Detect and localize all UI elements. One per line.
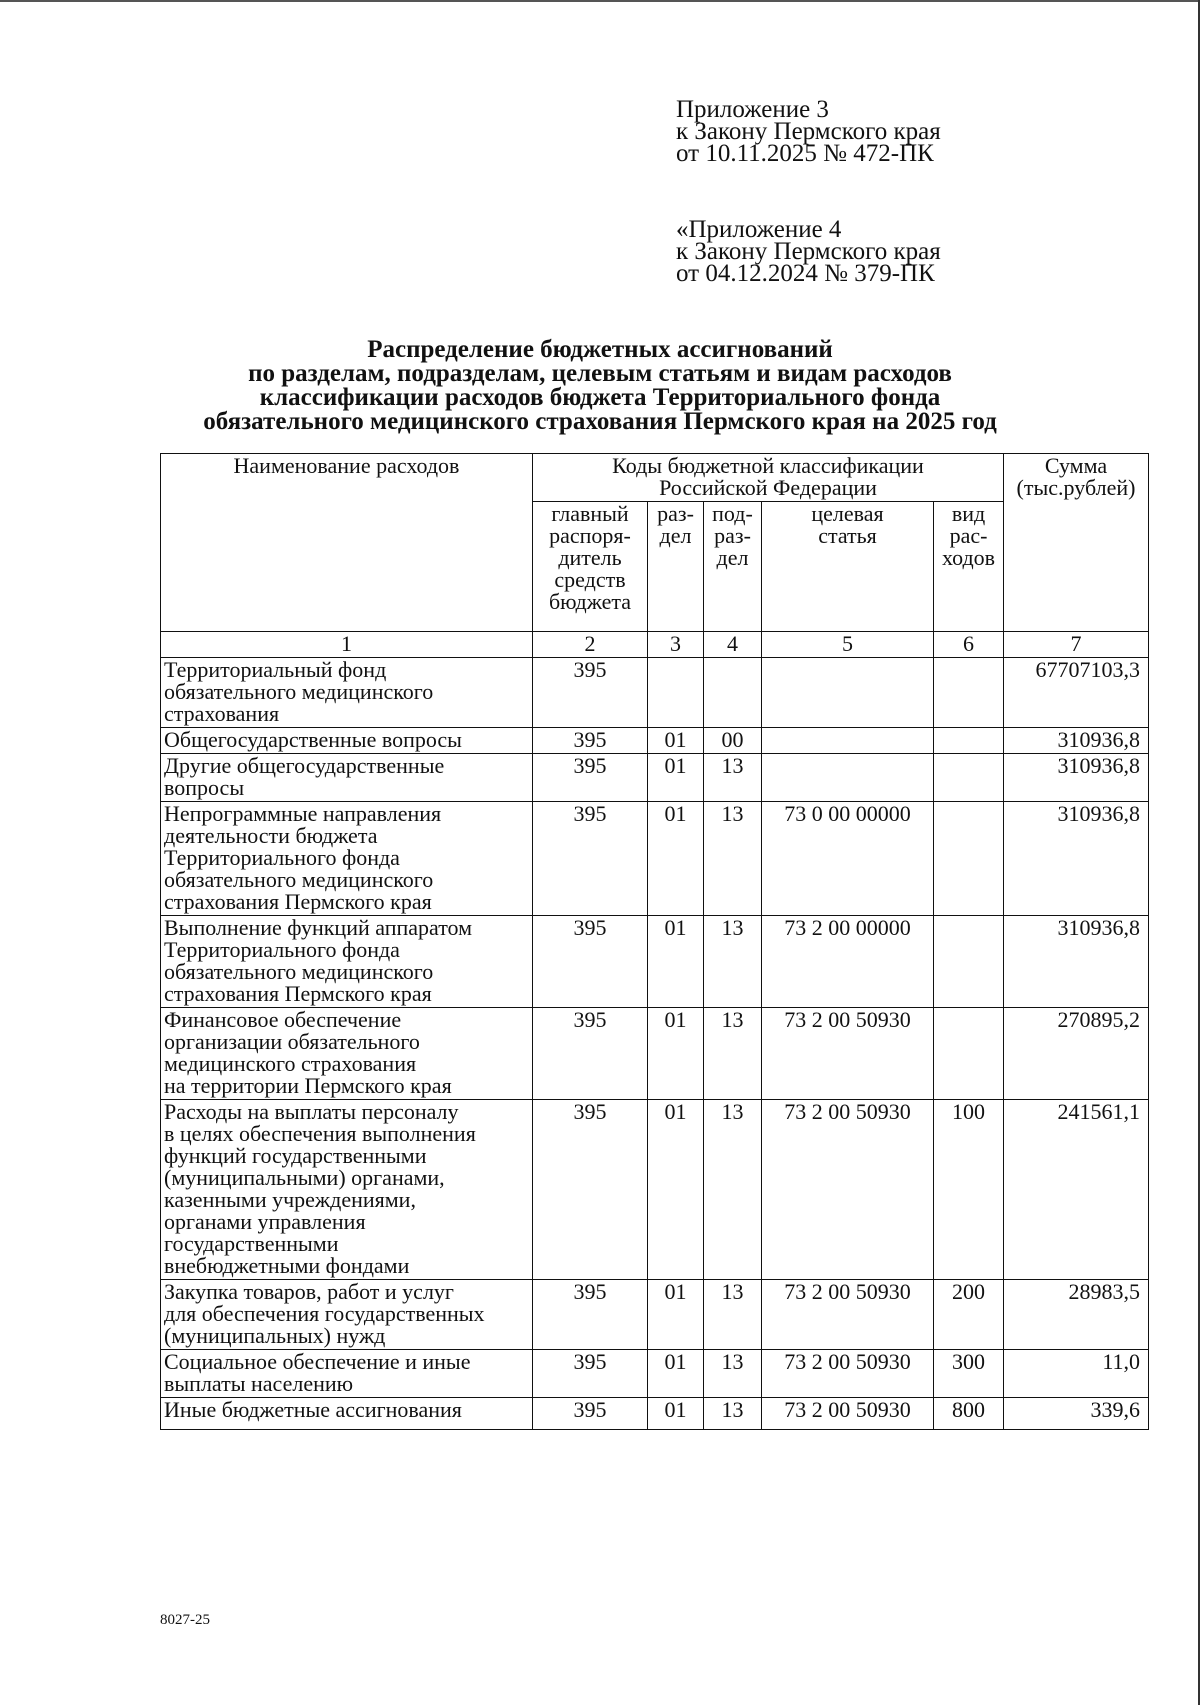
cell-target-article (762, 728, 934, 754)
cell-section: 01 (648, 1350, 704, 1398)
column-number: 4 (704, 632, 762, 658)
cell-target-article: 73 2 00 50930 (762, 1280, 934, 1350)
title-line: классификации расходов бюджета Территориального фонда (259, 384, 941, 411)
cell-name: Непрограммные направления деятельности бюджета Территориального фонда обязательного медицинского страхования Пермского края (161, 802, 533, 916)
appendix-line: от 10.11.2025 № 472-ПК (676, 140, 934, 167)
header-sum: Сумма (тыс.рублей) (1004, 454, 1149, 632)
cell-expense-type: 800 (934, 1398, 1004, 1430)
cell-expense-type (934, 728, 1004, 754)
cell-subsection: 13 (704, 1398, 762, 1430)
cell-subsection: 13 (704, 1350, 762, 1398)
cell-sum: 310936,8 (1004, 802, 1149, 916)
cell-target-article: 73 2 00 50930 (762, 1350, 934, 1398)
cell-sum: 310936,8 (1004, 728, 1149, 754)
cell-main-manager: 395 (533, 658, 648, 728)
cell-name: Иные бюджетные ассигнования (161, 1398, 533, 1430)
cell-name: Финансовое обеспечение организации обязательного медицинского страхования на территории Пермского края (161, 1008, 533, 1100)
budget-table-body (161, 658, 1149, 1430)
cell-name: Территориальный фонд обязательного медицинского страхования (161, 658, 533, 728)
table-row (161, 1008, 1149, 1100)
table-row (161, 1280, 1149, 1350)
column-number: 1 (161, 632, 533, 658)
cell-main-manager: 395 (533, 754, 648, 802)
scan-top-edge (0, 0, 1200, 2)
appendix-line: от 04.12.2024 № 379-ПК (676, 260, 935, 287)
appendix-line: к Закону Пермского края (676, 238, 941, 265)
header-main-manager: главный распоря- дитель средств бюджета (533, 502, 648, 632)
cell-section: 01 (648, 754, 704, 802)
table-row (161, 658, 1149, 728)
cell-section: 01 (648, 1008, 704, 1100)
document-code: 8027-25 (160, 1612, 210, 1628)
cell-expense-type: 100 (934, 1100, 1004, 1280)
table-row (161, 728, 1149, 754)
cell-section: 01 (648, 916, 704, 1008)
appendix-line: к Закону Пермского края (676, 118, 941, 145)
appendix-header-amended (676, 216, 941, 287)
cell-expense-type (934, 658, 1004, 728)
cell-main-manager: 395 (533, 916, 648, 1008)
column-number: 6 (934, 632, 1004, 658)
cell-target-article: 73 0 00 00000 (762, 802, 934, 916)
table-row (161, 802, 1149, 916)
cell-main-manager: 395 (533, 1350, 648, 1398)
cell-sum: 67707103,3 (1004, 658, 1149, 728)
column-number: 3 (648, 632, 704, 658)
cell-sum: 270895,2 (1004, 1008, 1149, 1100)
cell-sum: 241561,1 (1004, 1100, 1149, 1280)
header-section: раз- дел (648, 502, 704, 632)
column-number-row (161, 632, 1149, 658)
cell-target-article: 73 2 00 50930 (762, 1100, 934, 1280)
table-row (161, 754, 1149, 802)
cell-subsection: 13 (704, 1008, 762, 1100)
cell-expense-type (934, 916, 1004, 1008)
cell-subsection: 00 (704, 728, 762, 754)
cell-target-article: 73 2 00 50930 (762, 1008, 934, 1100)
cell-target-article (762, 658, 934, 728)
column-number: 7 (1004, 632, 1149, 658)
cell-target-article (762, 754, 934, 802)
title-line: по разделам, подразделам, целевым статьям и видам расходов (248, 360, 952, 387)
cell-subsection: 13 (704, 1280, 762, 1350)
cell-subsection (704, 658, 762, 728)
cell-section: 01 (648, 728, 704, 754)
cell-sum: 339,6 (1004, 1398, 1149, 1430)
cell-expense-type (934, 754, 1004, 802)
cell-expense-type (934, 802, 1004, 916)
appendix-line: Приложение 3 (676, 96, 829, 123)
table-row (161, 916, 1149, 1008)
cell-target-article: 73 2 00 50930 (762, 1398, 934, 1430)
table-row (161, 1350, 1149, 1398)
header-subsection: под- раз- дел (704, 502, 762, 632)
cell-section: 01 (648, 1100, 704, 1280)
cell-sum: 310936,8 (1004, 754, 1149, 802)
cell-sum: 310936,8 (1004, 916, 1149, 1008)
cell-expense-type: 300 (934, 1350, 1004, 1398)
cell-name: Общегосударственные вопросы (161, 728, 533, 754)
cell-name: Другие общегосударственные вопросы (161, 754, 533, 802)
column-number: 5 (762, 632, 934, 658)
cell-name: Расходы на выплаты персоналу в целях обеспечения выполнения функций государственными (муниципальными) органами, казенными учреждениями, органами управления государственными внебюджетными фондами (161, 1100, 533, 1280)
cell-subsection: 13 (704, 802, 762, 916)
cell-main-manager: 395 (533, 728, 648, 754)
cell-main-manager: 395 (533, 1100, 648, 1280)
header-name: Наименование расходов (161, 454, 533, 632)
cell-main-manager: 395 (533, 1280, 648, 1350)
cell-name: Закупка товаров, работ и услуг для обеспечения государственных (муниципальных) нужд (161, 1280, 533, 1350)
header-target-article: целевая статья (762, 502, 934, 632)
cell-main-manager: 395 (533, 1398, 648, 1430)
cell-section: 01 (648, 1280, 704, 1350)
cell-subsection: 13 (704, 1100, 762, 1280)
table-row (161, 1100, 1149, 1280)
cell-name: Выполнение функций аппаратом Территориального фонда обязательного медицинского страхования Пермского края (161, 916, 533, 1008)
table-row (161, 1398, 1149, 1430)
cell-sum: 28983,5 (1004, 1280, 1149, 1350)
cell-target-article: 73 2 00 00000 (762, 916, 934, 1008)
document-title (0, 338, 1200, 434)
title-line: обязательного медицинского страхования Пермского края на 2025 год (203, 408, 997, 435)
cell-subsection: 13 (704, 916, 762, 1008)
cell-subsection: 13 (704, 754, 762, 802)
cell-main-manager: 395 (533, 1008, 648, 1100)
budget-table (160, 453, 1149, 1430)
header-row-top (161, 454, 1149, 502)
cell-name: Социальное обеспечение и иные выплаты населению (161, 1350, 533, 1398)
cell-main-manager: 395 (533, 802, 648, 916)
header-expense-type: вид рас- ходов (934, 502, 1004, 632)
header-codes-group: Коды бюджетной классификации Российской Федерации (533, 454, 1004, 502)
cell-sum: 11,0 (1004, 1350, 1149, 1398)
cell-section: 01 (648, 802, 704, 916)
appendix-header-current (676, 96, 941, 167)
cell-expense-type: 200 (934, 1280, 1004, 1350)
cell-section: 01 (648, 1398, 704, 1430)
column-number: 2 (533, 632, 648, 658)
appendix-line: «Приложение 4 (676, 216, 842, 243)
title-line: Распределение бюджетных ассигнований (367, 336, 833, 363)
cell-expense-type (934, 1008, 1004, 1100)
cell-section (648, 658, 704, 728)
